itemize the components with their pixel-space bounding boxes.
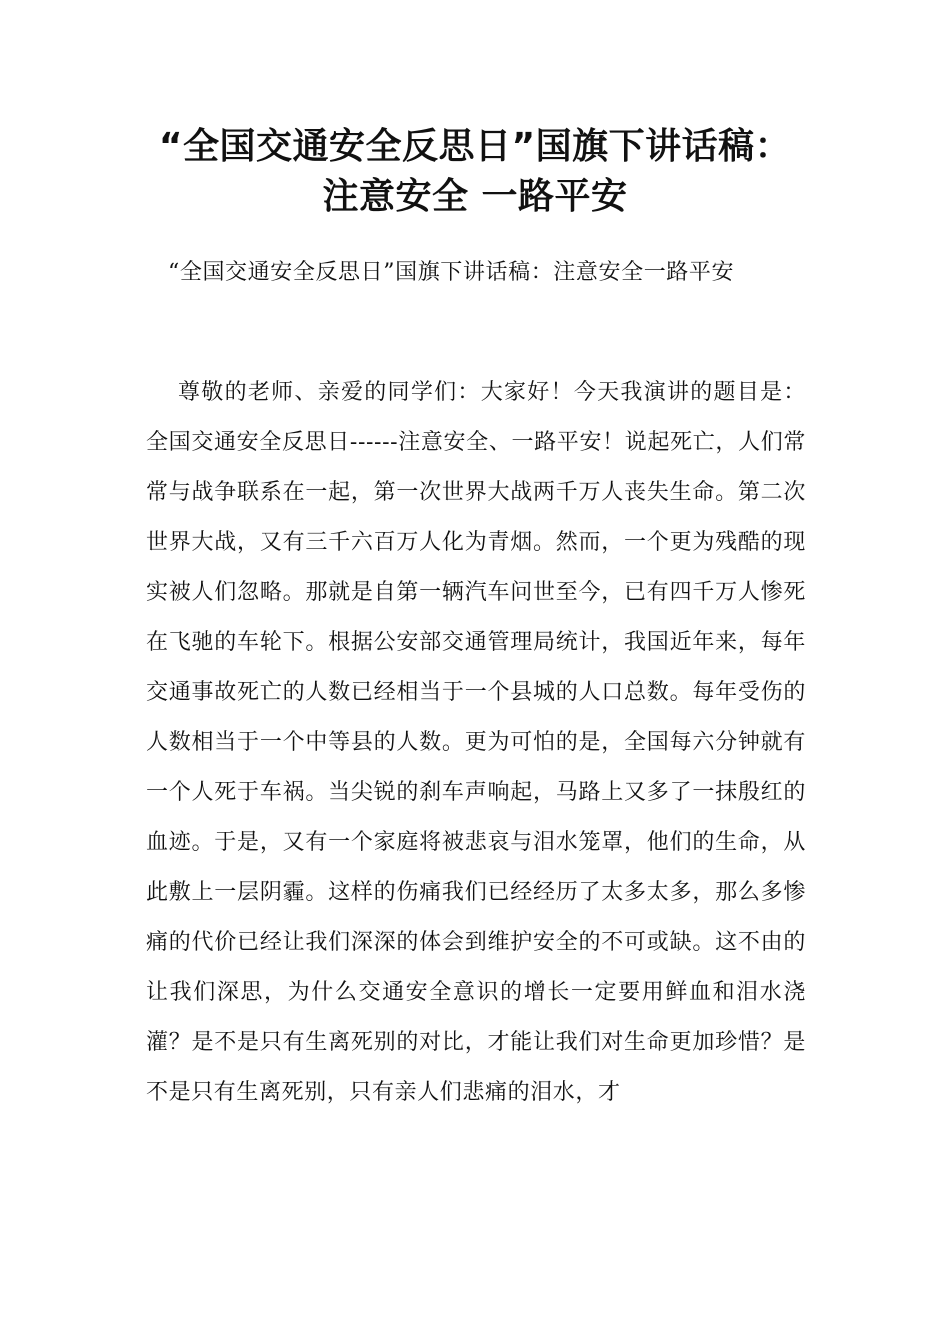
title-line-2: 注意安全 一路平安	[322, 176, 628, 217]
title-line-1: “全国交通安全反思日”国旗下讲话稿：	[158, 126, 792, 167]
document-body-paragraph: 尊敬的老师、亲爱的同学们：大家好！今天我演讲的题目是：全国交通安全反思日------注意安全、一路平安！说起死亡，人们常常与战争联系在一起，第一次世界大战两千万人丧失生命。第二次世界大战，又有三千六百万人化为青烟。然而，一个更为残酷的现实被人们忽略。那就是自第一辆汽车问世至今，已有四千万人惨死在飞驰的车轮下。根据公安部交通管理局统计，我国近年来，每年交通事故死亡的人数已经相当于一个县城的人口总数。每年受伤的人数相当于一个中等县的人数。更为可怕的是，全国每六分钟就有一个人死于车祸。当尖锐的刹车声响起，马路上又多了一抹殷红的血迹。于是，又有一个家庭将被悲哀与泪水笼罩，他们的生命，从此敷上一层阴霾。这样的伤痛我们已经经历了太多太多，那么多惨痛的代价已经让我们深深的体会到维护安全的不可或缺。这不由的让我们深思，为什么交通安全意识的增长一定要用鲜血和泪水浇灌？是不是只有生离死别的对比，才能让我们对生命更加珍惜？是不是只有生离死别，只有亲人们悲痛的泪水，才	[146, 380, 806, 1105]
document-subtitle: “全国交通安全反思日”国旗下讲话稿：注意安全一路平安	[168, 260, 735, 285]
document-title	[130, 122, 820, 222]
